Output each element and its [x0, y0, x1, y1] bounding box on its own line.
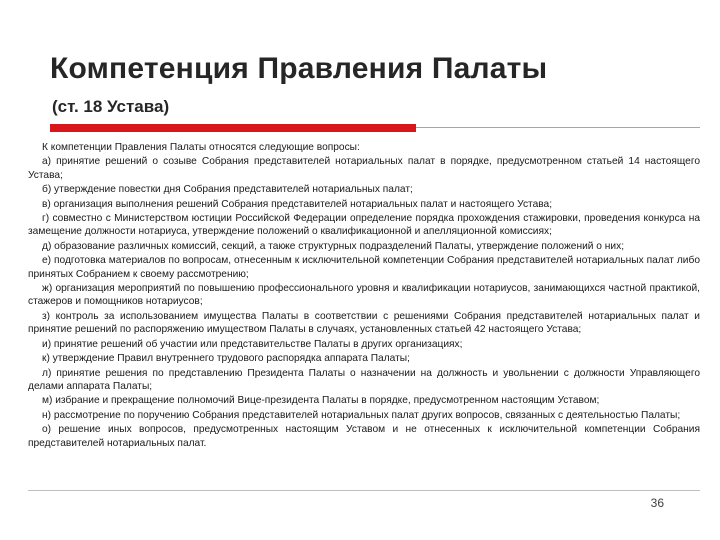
slide-subtitle: (ст. 18 Устава) [52, 97, 170, 116]
paragraph-item: к) утверждение Правил внутреннего трудового распорядка аппарата Палаты; [42, 353, 410, 365]
page-number: 36 [650, 496, 664, 510]
paragraph-item: е) подготовка материалов по вопросам, отнесенным к исключительной компетенции Собрания представителей нотариальных палат либо принятых Собранием к своему рассмотрению; [28, 255, 700, 280]
paragraph-item: о) решение иных вопросов, предусмотренных настоящим Уставом и не отнесенных к исключительной компетенции Собрания представителей нотариальных палат. [28, 424, 700, 449]
accent-bar [50, 124, 416, 132]
paragraph-item: д) образование различных комиссий, секций, а также структурных подразделений Палаты, утверждение положений о них; [42, 240, 625, 252]
paragraph-item: б) утверждение повестки дня Собрания представителей нотариальных палат; [42, 184, 413, 196]
footer-rule [28, 490, 700, 491]
slide-title: Компетенция Правления Палаты [50, 52, 548, 85]
paragraph-item: г) совместно с Министерством юстиции Российской Федерации определение порядка прохождения стажировки, проведения конкурса на замещение должности нотариуса, утверждение положений о квалификационной и апелляционной комиссиях; [28, 213, 700, 238]
title-rule [416, 127, 700, 128]
slide-body [28, 141, 700, 451]
paragraph-item: н) рассмотрение по поручению Собрания представителей нотариальных палат других вопросов, связанных с деятельностью Палаты; [42, 409, 681, 421]
paragraph-item: и) принятие решений об участии или представительстве Палаты в других организациях; [42, 338, 463, 350]
paragraph-item: ж) организация мероприятий по повышению профессионального уровня и квалификации нотариусов, занимающихся частной практикой, стажеров и помощников нотариусов; [28, 283, 700, 308]
paragraph-item: в) организация выполнения решений Собрания представителей нотариальных палат и настоящего Устава; [42, 198, 553, 210]
paragraph-item: з) контроль за использованием имущества Палаты в соответствии с решениями Собрания представителей нотариальных палат и принятие решений по распоряжению имуществом Палаты в случаях, установленных статьей 42 настоящего Устава; [28, 310, 700, 336]
paragraph-item: м) избрание и прекращение полномочий Вице-президента Палаты в порядке, предусмотренном настоящим Уставом; [42, 395, 600, 407]
paragraph-intro: К компетенции Правления Палаты относятся следующие вопросы: [42, 142, 360, 153]
paragraph-item: а) принятие решений о созыве Собрания представителей нотариальных палат в порядке, предусмотренном статьей 14 настоящего Устава; [28, 156, 700, 181]
paragraph-item: л) принятие решения по представлению Президента Палаты о назначении на должность и увольнении с должности Управляющего делами аппарата Палаты; [28, 367, 700, 392]
